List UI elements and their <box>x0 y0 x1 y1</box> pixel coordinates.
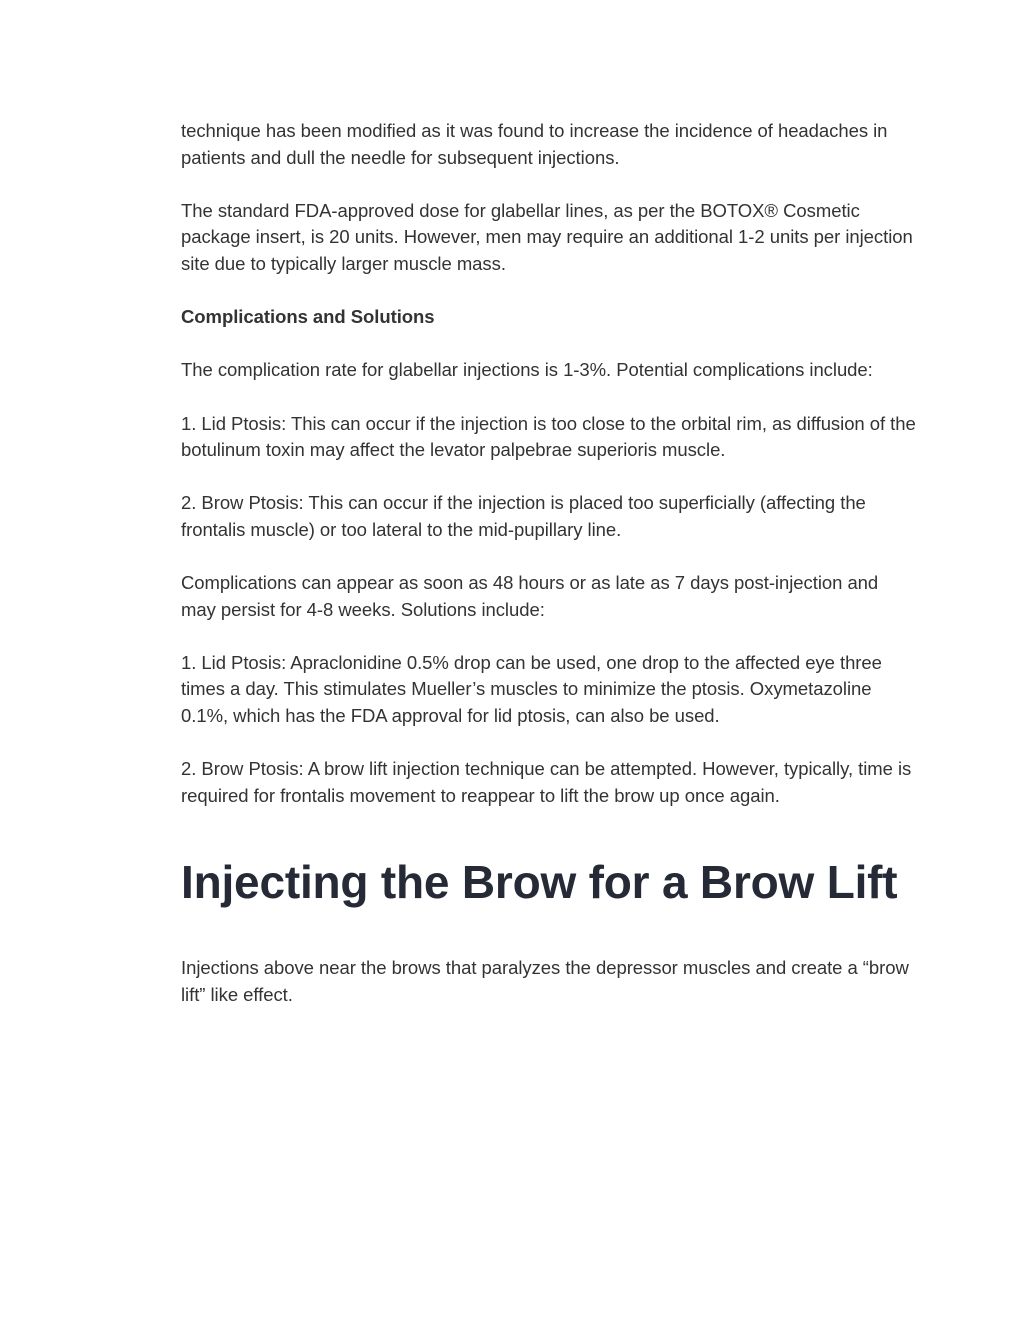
document-page <box>181 118 916 1035</box>
paragraph-lid-ptosis-cause: 1. Lid Ptosis: This can occur if the injection is too close to the orbital rim, as diffusion of the botulinum toxin may affect the levator palpebrae superioris muscle. <box>181 412 916 461</box>
section-heading-complications: Complications and Solutions <box>181 306 435 328</box>
paragraph-complication-rate: The complication rate for glabellar injections is 1-3%. Potential complications include: <box>181 359 873 381</box>
main-heading-brow-lift: Injecting the Brow for a Brow Lift <box>181 856 898 909</box>
paragraph-lid-ptosis-solution: 1. Lid Ptosis: Apraclonidine 0.5% drop can be used, one drop to the affected eye three times a day. This stimulates Mueller’s muscles to minimize the ptosis. Oxymetazoline 0.1%, which has the FDA approval for lid ptosis, can also be used. <box>181 651 882 727</box>
paragraph-complication-timing: Complications can appear as soon as 48 hours or as late as 7 days post-injection and may persist for 4-8 weeks. Solutions include: <box>181 572 879 620</box>
paragraph-brow-ptosis-cause: 2. Brow Ptosis: This can occur if the injection is placed too superficially (affecting the frontalis muscle) or too lateral to the mid-pupillary line. <box>181 492 866 540</box>
paragraph-brow-injections: Injections above near the brows that paralyzes the depressor muscles and create a “brow lift” like effect. <box>181 957 909 1005</box>
paragraph-brow-ptosis-solution: 2. Brow Ptosis: A brow lift injection technique can be attempted. However, typically, time is required for frontalis movement to reappear to lift the brow up once again. <box>181 758 912 806</box>
paragraph-technique-modified: technique has been modified as it was found to increase the incidence of headaches in patients and dull the needle for subsequent injections. <box>181 120 888 168</box>
paragraph-standard-dose: The standard FDA-approved dose for glabellar lines, as per the BOTOX® Cosmetic package insert, is 20 units. However, men may require an additional 1-2 units per injection site due to typically larger muscle mass. <box>181 199 913 274</box>
